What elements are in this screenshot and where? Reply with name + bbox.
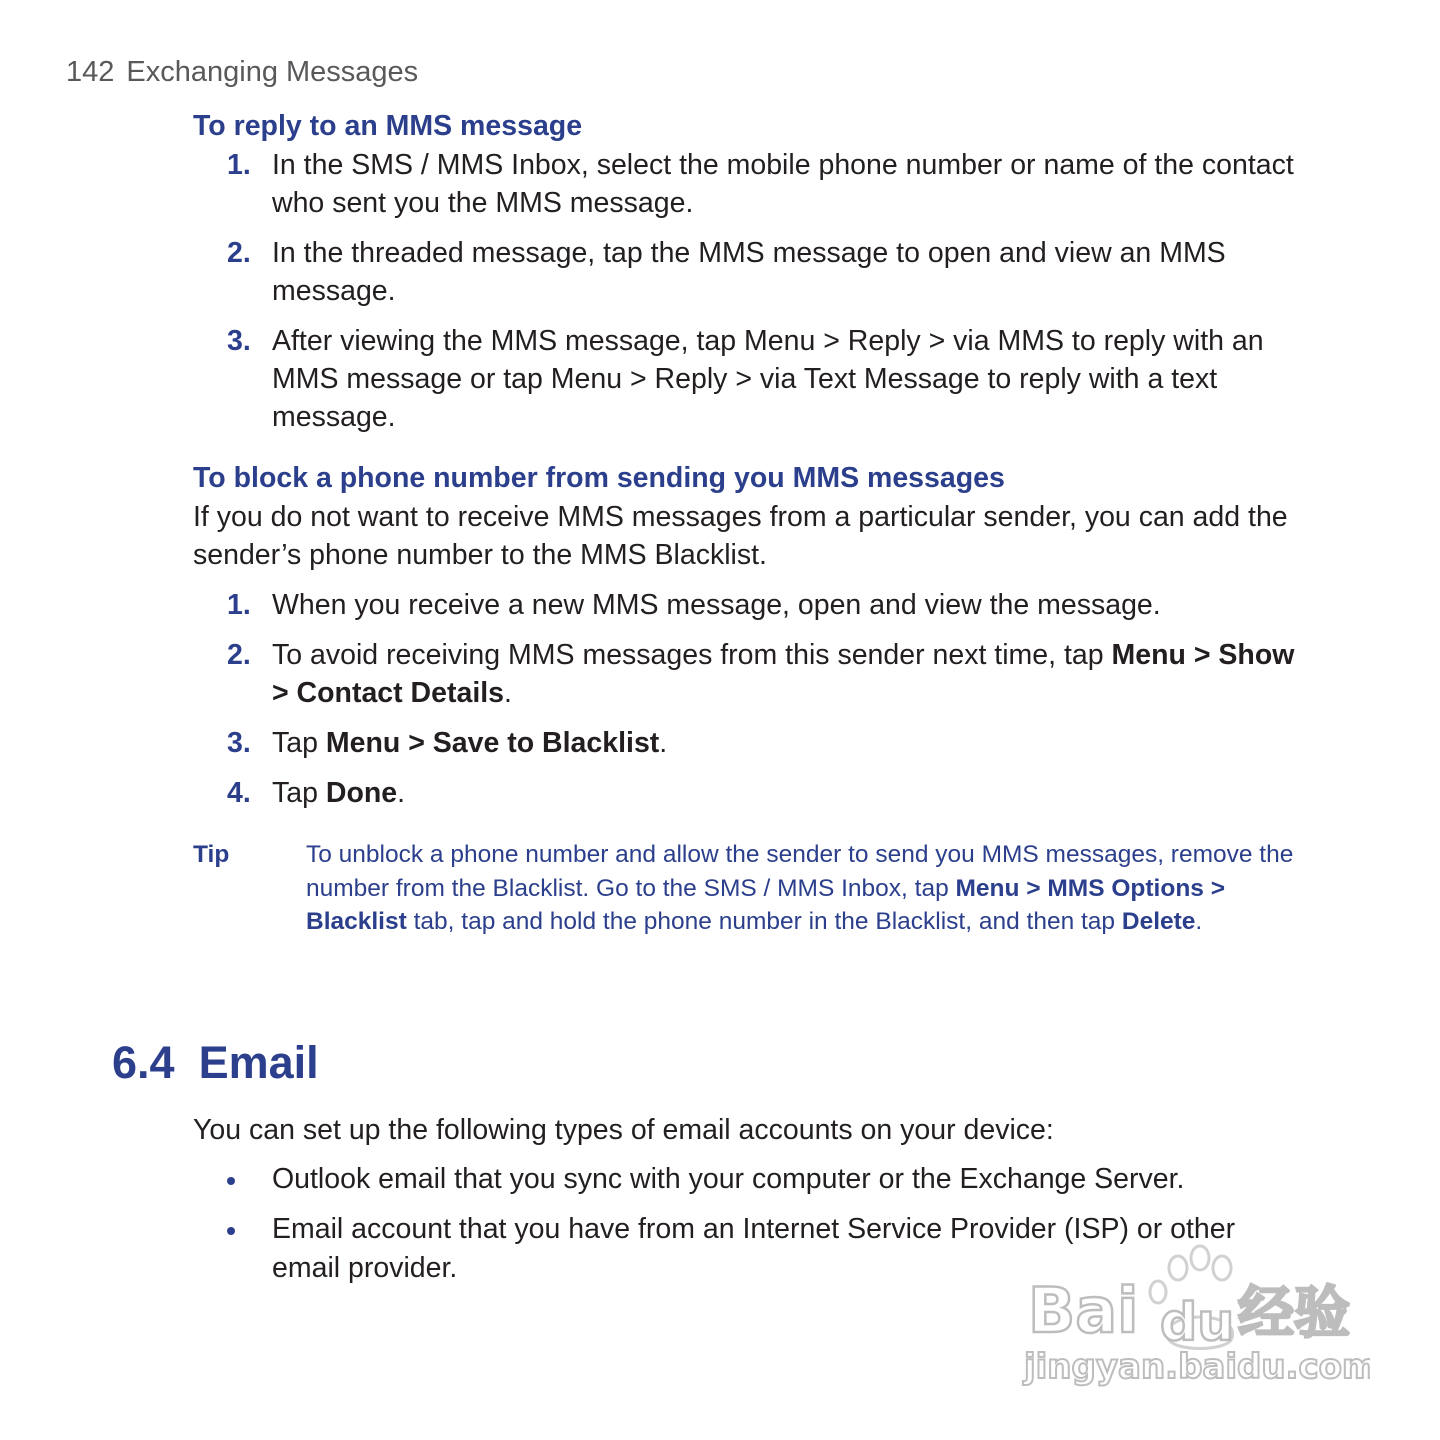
email-intro: You can set up the following types of email accounts on your device: xyxy=(193,1114,1054,1146)
step-number: 4. xyxy=(227,777,251,809)
section-name: Email xyxy=(198,1037,319,1088)
list-item xyxy=(193,636,1303,712)
step-text: Tap xyxy=(272,777,326,809)
block-section xyxy=(193,460,1303,812)
block-heading: To block a phone number from sending you MMS messages xyxy=(193,462,1005,494)
step-text: Tap xyxy=(272,727,326,759)
tip-text xyxy=(306,838,1303,939)
step-command: Done xyxy=(325,777,398,809)
section-title xyxy=(112,1034,319,1092)
svg-text:经验: 经验 xyxy=(1238,1281,1350,1346)
tip-text-part: . xyxy=(1195,908,1203,935)
step-number: 3. xyxy=(227,325,251,357)
page-number: 142 xyxy=(66,56,115,88)
section-number: 6.4 xyxy=(112,1037,175,1088)
list-item xyxy=(193,586,1303,624)
step-text: In the SMS / MMS Inbox, select the mobile phone number or name of the contact who sent you the MMS message. xyxy=(272,149,1294,219)
step-punct: . xyxy=(504,677,512,709)
step-text: When you receive a new MMS message, open and view the message. xyxy=(272,589,1161,621)
step-text: To avoid receiving MMS messages from this sender next time, tap xyxy=(272,639,1112,671)
block-steps xyxy=(193,586,1303,812)
list-item xyxy=(193,322,1303,436)
step-text: After viewing the MMS message, tap Menu > Reply > via MMS to reply with an MMS message or tap Menu > Reply > via Text Message to reply with a text message. xyxy=(272,325,1264,433)
tip-command: Menu > MMS Options > Blacklist xyxy=(306,874,1226,935)
block-intro: If you do not want to receive MMS messages from a particular sender, you can add the sender’s phone number to the MMS Blacklist. xyxy=(193,501,1288,571)
bullet-text: Outlook email that you sync with your computer or the Exchange Server. xyxy=(272,1163,1185,1195)
bullet-text: Email account that you have from an Internet Service Provider (ISP) or other email provider. xyxy=(272,1213,1236,1284)
step-number: 2. xyxy=(227,237,251,269)
tip-text-part: To unblock a phone number and allow the sender to send you MMS messages, remove the number from the Blacklist. Go to the SMS / MMS Inbox, tap xyxy=(306,841,1294,902)
step-command: Menu > Show > Contact Details xyxy=(272,639,1295,709)
step-number: 1. xyxy=(227,149,251,181)
tip-command: Delete xyxy=(1121,908,1196,935)
tip-box xyxy=(193,838,1303,939)
svg-text:du: du xyxy=(1160,1293,1235,1353)
chapter-title: Exchanging Messages xyxy=(126,56,419,88)
page-header xyxy=(66,56,418,89)
reply-section xyxy=(193,108,1303,436)
baidu-watermark xyxy=(1010,1240,1370,1390)
svg-text:Bai: Bai xyxy=(1028,1274,1139,1347)
step-punct: . xyxy=(397,777,406,809)
tip-label: Tip xyxy=(193,841,230,868)
step-number: 2. xyxy=(227,639,251,671)
list-item xyxy=(193,724,1303,762)
bullet-icon xyxy=(227,1177,235,1185)
reply-heading: To reply to an MMS message xyxy=(193,110,583,142)
bullet-icon xyxy=(227,1227,235,1235)
step-number: 1. xyxy=(227,589,251,621)
list-item xyxy=(193,234,1303,310)
svg-text:jingyan.baidu.com: jingyan.baidu.com xyxy=(1024,1347,1370,1387)
baidu-logo-icon xyxy=(1010,1240,1370,1390)
step-command: Menu > Save to Blacklist xyxy=(325,727,660,759)
step-punct: . xyxy=(659,727,668,759)
tip-text-part: tab, tap and hold the phone number in the Blacklist, and then tap xyxy=(406,908,1122,935)
list-item xyxy=(193,1160,1303,1199)
step-text: In the threaded message, tap the MMS message to open and view an MMS message. xyxy=(272,237,1226,307)
reply-steps xyxy=(193,146,1303,436)
step-number: 3. xyxy=(227,727,251,759)
list-item xyxy=(193,146,1303,222)
list-item xyxy=(193,774,1303,812)
